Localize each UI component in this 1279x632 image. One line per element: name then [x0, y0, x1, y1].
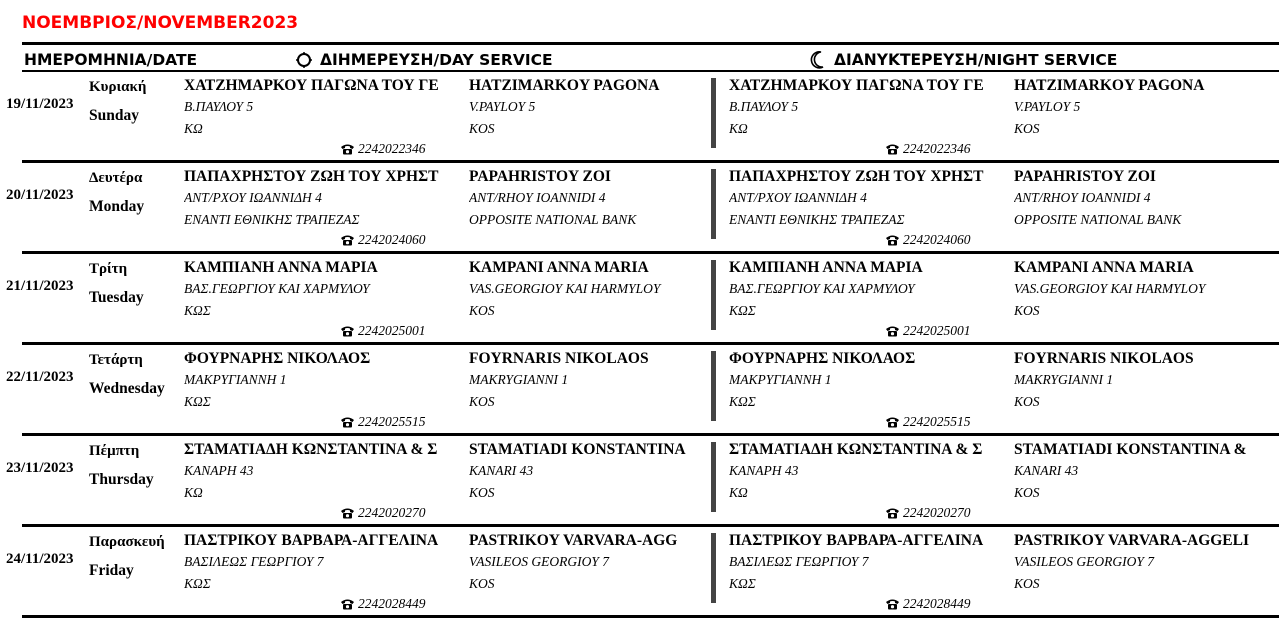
- night-service-phone: [885, 596, 971, 612]
- row-day-english: Tuesday: [89, 289, 144, 306]
- row-day-greek: Κυριακή: [89, 79, 147, 95]
- header-day-service: [296, 49, 553, 71]
- night-service-name-english: STAMATIADI KONSTANTINA &: [1014, 441, 1247, 458]
- day-service-name-greek: ΣΤΑΜΑΤΙΑΔΗ ΚΩΝΣΤΑΝΤΙΝΑ & Σ: [184, 441, 438, 458]
- column-divider: [711, 533, 716, 603]
- moon-icon: [810, 51, 826, 69]
- night-service-address-greek: ΚΑΝΑΡΗ 43: [729, 463, 799, 478]
- night-service-phone-number: 2242025515: [903, 414, 971, 429]
- day-service-address-greek: ΚΩ: [184, 121, 203, 136]
- row-day-english: Thursday: [89, 471, 154, 488]
- night-service-address-greek: ΚΩ: [729, 485, 748, 500]
- day-service-name-english: HATZIMARKOY PAGONA: [469, 77, 660, 94]
- day-service-address-greek: ΜΑΚΡΥΓΙΑΝΝΗ 1: [184, 372, 287, 387]
- night-service-name-english: PAPAHRISTOY ZOI: [1014, 168, 1156, 185]
- night-service-address-english: KOS: [1014, 303, 1040, 318]
- day-service-phone-number: 2242025001: [358, 323, 426, 338]
- day-service-address-greek: ΚΑΝΑΡΗ 43: [184, 463, 254, 478]
- night-service-phone-number: 2242028449: [903, 596, 971, 611]
- night-service-address-english: OPPOSITE NATIONAL BANK: [1014, 212, 1182, 227]
- schedule-row: [0, 529, 1279, 619]
- night-service-phone: [885, 414, 971, 430]
- night-service-address-english: ANT/RHOY IOANNIDI 4: [1014, 190, 1151, 205]
- header-date-label: ΗΜΕΡΟΜΗΝΙΑ/DATE: [24, 51, 198, 69]
- day-service-name-greek: ΠΑΣΤΡΙΚΟΥ ΒΑΡΒΑΡΑ-ΑΓΓΕΛΙΝΑ: [184, 532, 439, 549]
- day-service-address-greek: ΒΑΣΙΛΕΩΣ ΓΕΩΡΓΙΟΥ 7: [184, 554, 324, 569]
- night-service-address-greek: ΒΑΣΙΛΕΩΣ ΓΕΩΡΓΙΟΥ 7: [729, 554, 869, 569]
- day-service-name-english: PASTRIKOY VARVARA-AGG: [469, 532, 678, 549]
- night-service-address-greek: Β.ΠΑΥΛΟΥ 5: [729, 99, 799, 114]
- day-service-name-english: STAMATIADI KONSTANTINA: [469, 441, 686, 458]
- night-service-phone: [885, 505, 971, 521]
- row-day-greek: Δευτέρα: [89, 170, 143, 186]
- schedule-row: [0, 438, 1279, 528]
- night-service-address-english: KOS: [1014, 485, 1040, 500]
- night-service-address-greek: ΚΩΣ: [729, 303, 756, 318]
- night-service-phone-number: 2242020270: [903, 505, 971, 520]
- row-day-greek: Πέμπτη: [89, 443, 140, 459]
- day-service-address-english: KOS: [469, 121, 495, 136]
- night-service-phone-number: 2242022346: [903, 141, 971, 156]
- night-service-name-english: FOYRNARIS NIKOLAOS: [1014, 350, 1194, 367]
- night-service-address-greek: ΜΑΚΡΥΓΙΑΝΝΗ 1: [729, 372, 832, 387]
- telephone-icon: [885, 416, 900, 428]
- night-service-name-english: HATZIMARKOY PAGONA: [1014, 77, 1205, 94]
- schedule-row: [0, 347, 1279, 437]
- row-date: 24/11/2023: [6, 551, 74, 567]
- row-separator: [22, 524, 1279, 527]
- day-service-address-english: KOS: [469, 485, 495, 500]
- row-separator: [22, 615, 1279, 618]
- day-service-name-english: PAPAHRISTOY ZOI: [469, 168, 611, 185]
- row-date: 19/11/2023: [6, 96, 74, 112]
- night-service-name-greek: ΠΑΣΤΡΙΚΟΥ ΒΑΡΒΑΡΑ-ΑΓΓΕΛΙΝΑ: [729, 532, 984, 549]
- day-service-phone-number: 2242028449: [358, 596, 426, 611]
- night-service-address-greek: ΚΩΣ: [729, 576, 756, 591]
- telephone-icon: [885, 234, 900, 246]
- day-service-phone-number: 2242024060: [358, 232, 426, 247]
- night-service-address-english: V.PAYLOY 5: [1014, 99, 1081, 114]
- header-night-label: ΔΙΑΝΥΚΤΕΡΕΥΣΗ/NIGHT SERVICE: [834, 51, 1118, 69]
- day-service-name-greek: ΦΟΥΡΝΑΡΗΣ ΝΙΚΟΛΑΟΣ: [184, 350, 371, 367]
- row-day-english: Friday: [89, 562, 134, 579]
- column-divider: [711, 351, 716, 421]
- night-service-address-english: VAS.GEORGIOY KAI HARMYLOY: [1014, 281, 1206, 296]
- night-service-address-greek: ΒΑΣ.ΓΕΩΡΓΙΟΥ ΚΑΙ ΧΑΡΜΥΛΟΥ: [729, 281, 915, 296]
- telephone-icon: [885, 143, 900, 155]
- column-divider: [711, 169, 716, 239]
- day-service-address-english: KOS: [469, 394, 495, 409]
- day-service-address-greek: ΚΩΣ: [184, 394, 211, 409]
- day-service-phone-number: 2242020270: [358, 505, 426, 520]
- night-service-address-greek: ΚΩΣ: [729, 394, 756, 409]
- night-service-name-greek: ΣΤΑΜΑΤΙΑΔΗ ΚΩΝΣΤΑΝΤΙΝΑ & Σ: [729, 441, 983, 458]
- header-bottom-rule: [22, 70, 1279, 72]
- day-service-name-english: FOYRNARIS NIKOLAOS: [469, 350, 649, 367]
- row-day-greek: Τετάρτη: [89, 352, 143, 368]
- night-service-name-english: KAMPANI ANNA MARIA: [1014, 259, 1194, 276]
- header-day-label: ΔΙΗΜΕΡΕΥΣΗ/DAY SERVICE: [320, 51, 553, 69]
- row-day-english: Wednesday: [89, 380, 165, 397]
- night-service-name-greek: ΚΑΜΠΙΑΝΗ ΑΝΝΑ ΜΑΡΙΑ: [729, 259, 923, 276]
- night-service-address-greek: ΚΩ: [729, 121, 748, 136]
- row-day-english: Monday: [89, 198, 145, 215]
- day-service-phone: [340, 323, 426, 339]
- night-service-address-english: KANARI 43: [1014, 463, 1079, 478]
- telephone-icon: [340, 416, 355, 428]
- day-service-address-greek: ΚΩ: [184, 485, 203, 500]
- column-divider: [711, 442, 716, 512]
- day-service-address-english: KOS: [469, 576, 495, 591]
- night-service-address-greek: ΑΝΤ/ΡΧΟΥ ΙΩΑΝΝΙΔΗ 4: [729, 190, 867, 205]
- day-service-name-greek: ΧΑΤΖΗΜΑΡΚΟΥ ΠΑΓΩΝΑ ΤΟΥ ΓΕ: [184, 77, 439, 94]
- night-service-name-greek: ΦΟΥΡΝΑΡΗΣ ΝΙΚΟΛΑΟΣ: [729, 350, 916, 367]
- row-day-greek: Τρίτη: [89, 261, 128, 277]
- day-service-name-greek: ΠΑΠΑΧΡΗΣΤΟΥ ΖΩΗ ΤΟΥ ΧΡΗΣΤ: [184, 168, 439, 185]
- day-service-phone-number: 2242022346: [358, 141, 426, 156]
- telephone-icon: [340, 143, 355, 155]
- night-service-address-greek: ΕΝΑΝΤΙ ΕΘΝΙΚΗΣ ΤΡΑΠΕΖΑΣ: [729, 212, 905, 227]
- day-service-address-greek: Β.ΠΑΥΛΟΥ 5: [184, 99, 254, 114]
- row-day-english: Sunday: [89, 107, 139, 124]
- telephone-icon: [340, 507, 355, 519]
- day-service-name-english: KAMPANI ANNA MARIA: [469, 259, 649, 276]
- telephone-icon: [340, 234, 355, 246]
- day-service-name-greek: ΚΑΜΠΙΑΝΗ ΑΝΝΑ ΜΑΡΙΑ: [184, 259, 378, 276]
- sun-icon: [296, 52, 312, 68]
- night-service-address-english: MAKRYGIANNI 1: [1014, 372, 1114, 387]
- day-service-address-greek: ΕΝΑΝΤΙ ΕΘΝΙΚΗΣ ΤΡΑΠΕΖΑΣ: [184, 212, 360, 227]
- day-service-address-greek: ΑΝΤ/ΡΧΟΥ ΙΩΑΝΝΙΔΗ 4: [184, 190, 322, 205]
- day-service-phone: [340, 414, 426, 430]
- day-service-address-english: VAS.GEORGIOY KAI HARMYLOY: [469, 281, 661, 296]
- column-divider: [711, 260, 716, 330]
- day-service-address-english: OPPOSITE NATIONAL BANK: [469, 212, 637, 227]
- header-top-rule: [22, 42, 1279, 45]
- day-service-address-english: KOS: [469, 303, 495, 318]
- row-day-greek: Παρασκευή: [89, 534, 165, 550]
- night-service-address-english: VASILEOS GEORGIOY 7: [1014, 554, 1154, 569]
- schedule-row: [0, 165, 1279, 255]
- day-service-address-english: V.PAYLOY 5: [469, 99, 536, 114]
- day-service-address-english: KANARI 43: [469, 463, 534, 478]
- row-date: 21/11/2023: [6, 278, 74, 294]
- night-service-name-english: PASTRIKOY VARVARA-AGGELI: [1014, 532, 1250, 549]
- schedule-row: [0, 256, 1279, 346]
- night-service-name-greek: ΧΑΤΖΗΜΑΡΚΟΥ ΠΑΓΩΝΑ ΤΟΥ ΓΕ: [729, 77, 984, 94]
- telephone-icon: [340, 598, 355, 610]
- schedule-row: [0, 74, 1279, 164]
- header-date: [24, 49, 197, 71]
- day-service-phone: [340, 232, 426, 248]
- telephone-icon: [885, 598, 900, 610]
- row-date: 23/11/2023: [6, 460, 74, 476]
- header-night-service: [810, 49, 1117, 71]
- row-separator: [22, 251, 1279, 254]
- day-service-address-greek: ΒΑΣ.ΓΕΩΡΓΙΟΥ ΚΑΙ ΧΑΡΜΥΛΟΥ: [184, 281, 370, 296]
- column-divider: [711, 78, 716, 148]
- row-separator: [22, 160, 1279, 163]
- day-service-phone: [340, 141, 426, 157]
- day-service-phone: [340, 505, 426, 521]
- night-service-phone-number: 2242024060: [903, 232, 971, 247]
- day-service-phone: [340, 596, 426, 612]
- day-service-address-greek: ΚΩΣ: [184, 576, 211, 591]
- day-service-address-english: MAKRYGIANNI 1: [469, 372, 569, 387]
- night-service-address-english: KOS: [1014, 576, 1040, 591]
- night-service-phone-number: 2242025001: [903, 323, 971, 338]
- night-service-phone: [885, 232, 971, 248]
- row-separator: [22, 342, 1279, 345]
- day-service-address-greek: ΚΩΣ: [184, 303, 211, 318]
- telephone-icon: [340, 325, 355, 337]
- day-service-address-english: ANT/RHOY IOANNIDI 4: [469, 190, 606, 205]
- page-title: ΝΟΕΜΒΡΙΟΣ/NOVEMBER2023: [22, 13, 299, 33]
- day-service-address-english: VASILEOS GEORGIOY 7: [469, 554, 609, 569]
- row-separator: [22, 433, 1279, 436]
- night-service-phone: [885, 141, 971, 157]
- telephone-icon: [885, 325, 900, 337]
- day-service-phone-number: 2242025515: [358, 414, 426, 429]
- telephone-icon: [885, 507, 900, 519]
- night-service-phone: [885, 323, 971, 339]
- row-date: 20/11/2023: [6, 187, 74, 203]
- night-service-address-english: KOS: [1014, 394, 1040, 409]
- night-service-address-english: KOS: [1014, 121, 1040, 136]
- row-date: 22/11/2023: [6, 369, 74, 385]
- night-service-name-greek: ΠΑΠΑΧΡΗΣΤΟΥ ΖΩΗ ΤΟΥ ΧΡΗΣΤ: [729, 168, 984, 185]
